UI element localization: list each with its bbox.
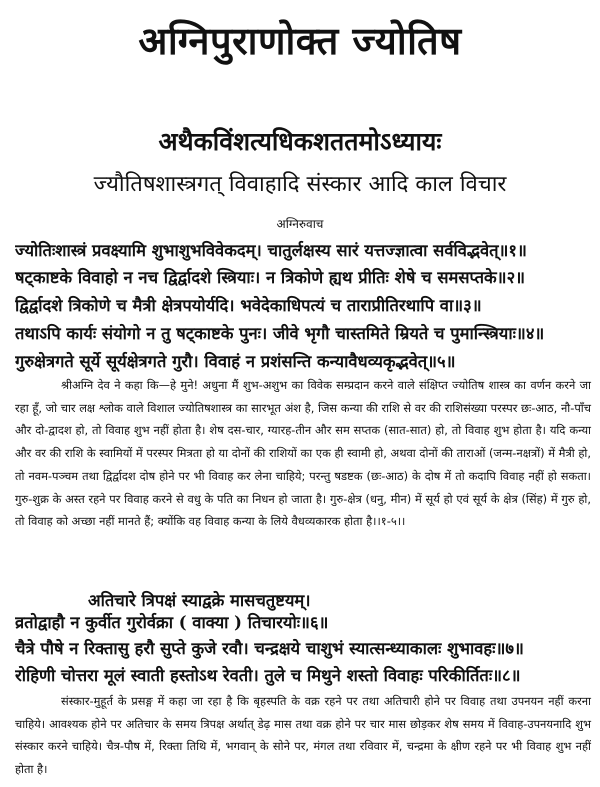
verse-line: अतिचारे त्रिपक्षं स्याद्वक्रे मासचतुष्टयम्।: [88, 591, 311, 610]
verse-line: रोहिणी चोत्तरा मूलं स्वाती हस्तोऽथ रेवती। तुले च मिथुने शस्तो विवाहः परिकीर्तितः॥८॥: [15, 666, 521, 685]
verse-line: द्विर्द्वादशे त्रिकोणे च मैत्री क्षेत्रपयोर्यदि। भवेदेकाधिपत्यं च ताराप्रीतिरथापि वा॥३॥: [15, 296, 482, 315]
page-title: अग्निपुराणोक्त ज्योतिष: [138, 18, 462, 63]
chapter-heading: अथैकविंशत्यधिकशततमोऽध्यायः: [158, 127, 442, 156]
commentary-text: श्रीअग्नि देव ने कहा कि—हे मुने! अधुना मैं शुभ-अशुभ का विवेक सम्प्रदान करने वाले संक्षिप्त ज्योतिष शास्त्र का वर्णन करने जा रहा हूँ, जो चार लक्ष श्लोक वाले विशाल ज्योतिषशास्त्र का सारभूत अंश है, जिस कन्या की राशि से वर की राशिसंख्या परस्पर छः-आठ, नौ-पाँच और दो-द्वादश हो, तो विवाह शुभ नहीं होता है। शेष दस-चार, ग्यारह-तीन और सम सप्तक (सात-सात) हो, तो विवाह शुभ होता है। यदि कन्या और वर की राशि के स्वामियों में परस्पर मित्रता हो या दोनों की राशियों का एक ही स्वामी हो, अथवा दोनों की ताराओं (जन्म-नक्षत्रों) में मैत्री हो, तो नवम-पञ्चम तथा द्विर्द्वादश दोष होने पर भी विवाह कर लेना चाहिये; परन्तु षडष्टक (छः-आठ) के दोष में तो कदापि विवाह नहीं हो सकता। गुरु-शुक्र के अस्त रहने पर विवाह करने से वधु के पति का निधन हो जाता है। गुरु-क्षेत्र (धनु, मीन) में सूर्य हो एवं सूर्य के क्षेत्र (सिंह) में गुरु हो, तो विवाह को अच्छा नहीं मानते हैं; क्योंकि वह विवाह कन्या के लिये वैधव्यकारक होता है।।१-५।।: [15, 378, 591, 529]
commentary-text: संस्कार-मुहूर्त के प्रसङ्ग में कहा जा रहा है कि बृहस्पति के वक्र रहने पर तथा अतिचारी होने पर विवाह तथा उपनयन नहीं करना चाहिये। आवश्यक होने पर अतिचार के समय त्रिपक्ष अर्थात् डेढ़ मास तथा वक्र होने पर चार मास छोड़कर शेष समय में विवाह-उपनयनादि शुभ संस्कार करने चाहिये। चैत्र-पौष में, रिक्ता तिथि में, भगवान् के सोने पर, मंगल तथा रविवार में, चन्द्रमा के क्षीण रहने पर भी विवाह शुभ नहीं होता है।: [15, 694, 591, 777]
verse-line: चैत्रे पौषे न रिक्तासु हरौ सुप्ते कुजे रवौ। चन्द्रक्षये चाशुभं स्यात्सन्ध्याकालः शुभावहः॥७॥: [15, 639, 524, 658]
verse-line: षट्काष्टके विवाहो न नच द्विर्द्वादशे स्त्रियाः। न त्रिकोणे ह्यथ प्रीतिः शेषे च समसप्तके॥२॥: [15, 268, 526, 287]
verse-line: ज्योतिःशास्त्रं प्रवक्ष्यामि शुभाशुभविवेकदम्। चातुर्लक्षस्य सारं यत्तज्ज्ञात्वा सर्वविद्भवेत्॥१॥: [15, 241, 527, 260]
speaker-label: अग्निरुवाच: [276, 217, 324, 231]
verse-line: व्रतोद्वाहौ न कुर्वीत गुरोर्वक्रा ( वाक्या ) तिचारयोः॥६॥: [15, 613, 329, 632]
chapter-subtitle: ज्यौतिषशास्त्रगत् विवाहादि संस्कार आदि काल विचार: [93, 172, 507, 197]
verse-line: तथाऽपि कार्यः संयोगो न तु षट्काष्टके पुनः। जीवे भृगौ चास्तमिते म्रियते च पुमान्स्त्रियाः॥४॥: [15, 324, 545, 343]
commentary-paragraph: [15, 374, 591, 533]
commentary-paragraph: [15, 690, 591, 781]
verse-line: गुरुक्षेत्रगते सूर्ये सूर्यक्षेत्रगते गुरौ। विवाहं न प्रशंसन्ति कन्यावैधव्यकृद्भवेत्॥५॥: [15, 352, 456, 371]
